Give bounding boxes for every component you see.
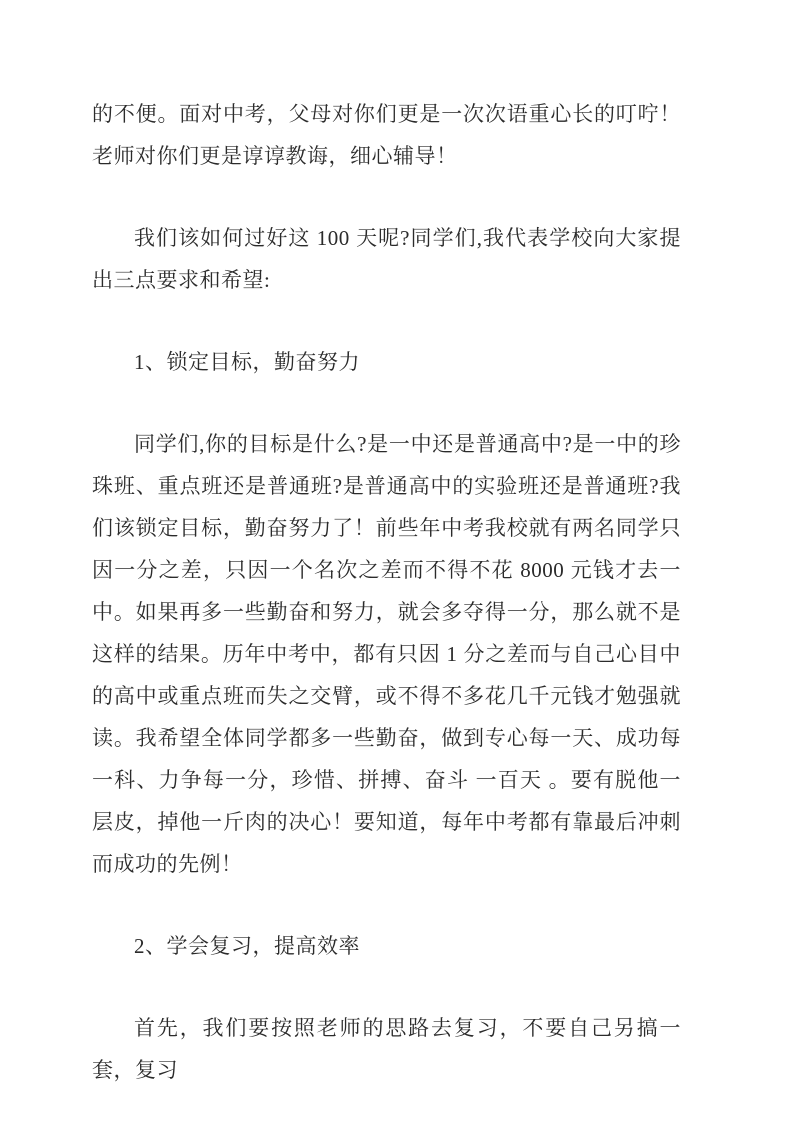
paragraph-point-2-body: 首先，我们要按照老师的思路去复习，不要自己另搞一套，复习 [92,1016,681,1082]
paragraph-intro-100-days: 我们该如何过好这 100 天呢?同学们,我代表学校向大家提出三点要求和希望: [92,226,681,292]
paragraph-point-1-body: 同学们,你的目标是什么?是一中还是普通高中?是一中的珍珠班、重点班还是普通班?是普通高中的实验班还是普通班?我们该锁定目标，勤奋努力了！前些年中考我校就有两名同学只因一分之差，只因一个名次之差而不得不花 8000 元钱才去一中。如果再多一些勤奋和努力，就会多夺得一分，那么就不是这样的结果。历年中考中，都有只因 1 分之差而与自己心目中的高中或重点班而失之交臂，或不得不多花几千元钱才勉强就读。我希望全体同学都多一些勤奋，做到专心每一天、成功每一科、力争每一分，珍惜、拼搏、奋斗 一百天 。要有脱他一层皮，掉他一斤肉的决心！要知道，每年中考都有靠最后冲刺而成功的先例！ [92,432,681,876]
heading-point-1: 1、锁定目标，勤奋努力 [134,350,360,374]
heading-point-2: 2、学会复习，提高效率 [134,934,360,958]
paragraph-parents-teachers: 的不便。面对中考，父母对你们更是一次次语重心长的叮咛！老师对你们更是谆谆教诲，细心辅导！ [92,102,681,168]
